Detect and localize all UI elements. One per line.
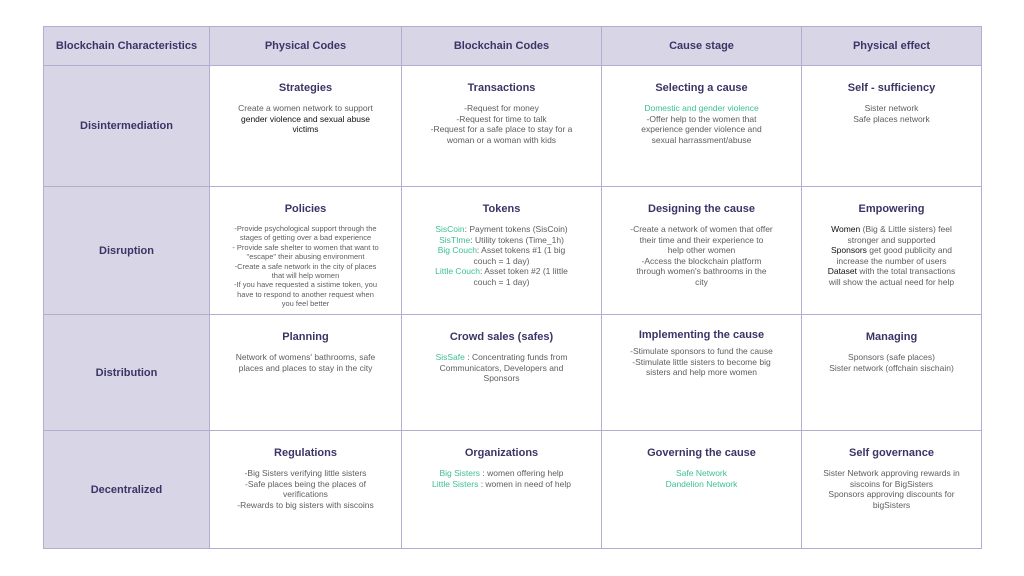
cell-title: Designing the cause [648, 203, 755, 215]
cell-line [410, 468, 593, 479]
cell-text: get good publicity and [866, 245, 952, 255]
cell-line [218, 114, 393, 125]
cell-text: experience gender violence and [641, 124, 762, 134]
cell-line [810, 468, 973, 479]
cell-text: stages of getting over a bad experience [239, 233, 372, 243]
cell-line [810, 363, 973, 374]
cell-line [218, 224, 393, 233]
effect-cell [802, 66, 982, 187]
cell-text: Sister network (offchain sischain) [829, 362, 954, 373]
cell-title: Crowd sales (safes) [449, 331, 554, 343]
cell-line [810, 352, 973, 363]
cell-line [218, 243, 393, 252]
cell-line [218, 103, 393, 114]
cell-line [810, 500, 973, 511]
cell-text: that will help women [271, 271, 340, 281]
cell-line [810, 224, 973, 235]
cell-text: Communicators, Developers and [439, 362, 564, 373]
cell-line [410, 224, 593, 235]
cell-text: -Create a network of women that offer [630, 224, 773, 234]
cell-line [810, 256, 973, 267]
cell-text: -If you have requested a sistime token, you [234, 280, 377, 290]
cell-text: have to respond to another request when [237, 289, 374, 299]
highlight-term: Little Sisters [432, 478, 479, 489]
cell-title: Selecting a cause [655, 82, 748, 94]
cell-line [610, 114, 793, 125]
cell-line [610, 266, 793, 277]
cell-line [610, 277, 793, 288]
cell-line [410, 479, 593, 490]
cell-text: : Asset tokens #1 (1 big [476, 245, 566, 255]
cell-text: their time and their experience to [639, 234, 764, 245]
cell-line [218, 290, 393, 299]
cell-title: Planning [282, 331, 329, 343]
cell-line [218, 233, 393, 242]
highlight-term: SisCoin [435, 224, 465, 234]
cell-text: -Stimulate sponsors to fund the cause [630, 346, 773, 356]
cell-line [810, 114, 973, 125]
cell-title: Managing [865, 331, 918, 343]
cell-line [610, 245, 793, 256]
cell-text: couch = 1 day) [473, 255, 530, 266]
effect-cell [802, 431, 982, 549]
cell-text: places and places to stay in the city [238, 362, 373, 373]
cell-text: -Request for a safe place to stay for a [430, 124, 573, 134]
cell-text: Network of womens' bathrooms, safe [235, 352, 376, 362]
cell-text: (Big & Little sisters) feel [860, 224, 952, 234]
cell-title: Implementing the cause [638, 329, 765, 341]
blockchain-cell [402, 187, 602, 315]
cell-title: Self - sufficiency [847, 82, 936, 94]
cell-line [218, 468, 393, 479]
highlight-term: Big Couch [437, 245, 477, 255]
cell-line [610, 224, 793, 235]
physical-cell [210, 315, 402, 431]
header-blockchain-codes: Blockchain Codes [402, 27, 602, 66]
cell-text: -Request for time to talk [456, 113, 547, 124]
cell-text: : Utility tokens (Time_1h) [470, 234, 564, 245]
cell-text: woman or a woman with kids [446, 134, 557, 145]
cell-line [410, 103, 593, 114]
cell-text: -Safe places being the places of [245, 478, 366, 489]
cell-title: Policies [284, 203, 327, 215]
cell-text: with the total transactions [857, 266, 956, 276]
row-disintermediation [44, 66, 982, 187]
cell-line [610, 357, 793, 368]
cell-text: - Provide safe shelter to women that want to [232, 242, 379, 252]
cell-line [410, 352, 593, 363]
header-characteristics: Blockchain Characteristics [44, 27, 210, 66]
cell-line [218, 352, 393, 363]
header-physical-effect: Physical effect [802, 27, 982, 66]
cell-text: -Access the blockchain platform [641, 255, 762, 266]
row-label: Disintermediation [44, 66, 210, 187]
cell-line [610, 256, 793, 267]
effect-cell [802, 187, 982, 315]
cell-line [218, 500, 393, 511]
header-row [44, 27, 982, 66]
highlight-term: SisSafe [435, 352, 465, 362]
highlight-term: Little Couch [435, 266, 480, 276]
cause-cell [602, 431, 802, 549]
cell-line [218, 280, 393, 289]
blockchain-cell [402, 315, 602, 431]
cause-cell [602, 315, 802, 431]
cell-line [410, 256, 593, 267]
cell-text: -Stimulate little sisters to become big [632, 356, 771, 367]
cell-text: "escape" their abusing environment [246, 252, 365, 262]
row-distribution [44, 315, 982, 431]
cell-line [610, 346, 793, 357]
cell-text: Sponsors approving discounts for [828, 489, 955, 499]
cell-text: sisters and help more women [645, 367, 758, 377]
header-physical-codes: Physical Codes [210, 27, 402, 66]
cell-line [810, 277, 973, 288]
cell-line [810, 489, 973, 500]
effect-cell [802, 315, 982, 431]
cell-title: Strategies [278, 82, 333, 94]
blockchain-cell [402, 431, 602, 549]
cell-text: : Payment tokens (SisCoin) [464, 224, 568, 234]
cause-cell [602, 187, 802, 315]
row-disruption [44, 187, 982, 315]
cell-line [810, 479, 973, 490]
cell-text: couch = 1 day) [473, 276, 530, 287]
cell-text: -Provide psychological support through the [234, 224, 377, 233]
cell-line [218, 489, 393, 500]
cell-line [610, 103, 793, 114]
physical-cell [210, 187, 402, 315]
cell-text: Safe places network [853, 113, 930, 124]
cell-line [610, 468, 793, 479]
cell-line [610, 135, 793, 146]
cell-text: you feel better [281, 299, 330, 309]
cell-line [410, 235, 593, 246]
header-cause-stage: Cause stage [602, 27, 802, 66]
cell-line [810, 103, 973, 114]
cell-title: Regulations [274, 447, 337, 459]
cell-text: city [695, 276, 708, 287]
highlight-term: Big Sisters [439, 468, 481, 478]
cell-line [410, 363, 593, 374]
cell-text: -Rewards to big sisters with siscoins [237, 499, 374, 510]
cell-line [810, 235, 973, 246]
cell-text: through women's bathrooms in the [636, 266, 767, 276]
cell-text: Sponsors (safe places) [848, 352, 935, 362]
cell-line [610, 479, 793, 490]
cell-text: -Offer help to the women that [646, 113, 757, 124]
emphasis-term: Sponsors [831, 245, 867, 255]
cell-line [218, 271, 393, 280]
cause-cell [602, 66, 802, 187]
cell-line [218, 363, 393, 374]
cell-title: Empowering [858, 203, 925, 215]
blockchain-cell [402, 66, 602, 187]
cell-title: Governing the cause [647, 447, 756, 459]
cell-text: Sister network [864, 103, 919, 113]
cell-text: help other women [667, 245, 736, 255]
emphasis-term: Women [831, 224, 861, 234]
emphasis-term: gender violence and sexual abuse [240, 113, 370, 124]
cell-text: increase the number of users [836, 255, 947, 266]
cell-text: bigSisters [872, 499, 911, 510]
cell-title: Organizations [464, 447, 539, 459]
cell-line [410, 124, 593, 135]
cell-line [410, 373, 593, 384]
cell-title: Self governance [849, 447, 934, 459]
cell-text: stronger and supported [847, 234, 936, 245]
cell-line [410, 114, 593, 125]
cell-line [810, 245, 973, 256]
cell-text: : women offering help [480, 468, 564, 478]
cell-line [218, 299, 393, 308]
cell-title: Transactions [467, 82, 536, 94]
cell-text: Create a women network to support [238, 103, 373, 113]
cell-line [410, 277, 593, 288]
row-label: Disruption [44, 187, 210, 315]
row-label: Decentralized [44, 431, 210, 549]
cell-line [410, 245, 593, 256]
emphasis-term: Dataset [827, 266, 857, 276]
cell-text: : women in need of help [478, 478, 571, 489]
cell-text: -Request for money [464, 103, 539, 113]
cell-line [610, 124, 793, 135]
cell-line [218, 262, 393, 271]
cell-text: -Big Sisters verifying little sisters [244, 468, 367, 478]
highlight-term: SisTIme [439, 234, 471, 245]
cell-line [218, 252, 393, 261]
cell-title: Tokens [482, 203, 521, 215]
physical-cell [210, 66, 402, 187]
emphasis-term: victims [292, 124, 319, 134]
cell-line [218, 479, 393, 490]
cell-line [810, 266, 973, 277]
cell-text: will show the actual need for help [828, 276, 955, 287]
cell-line [410, 266, 593, 277]
cell-line [610, 367, 793, 378]
row-decentralized [44, 431, 982, 549]
cell-text: siscoins for BigSisters [849, 478, 934, 489]
row-label: Distribution [44, 315, 210, 431]
cell-line [610, 235, 793, 246]
cell-text: sexual harrassment/abuse [651, 134, 752, 145]
cell-text: Sponsors [483, 373, 520, 383]
cell-text: Sister Network approving rewards in [823, 468, 960, 478]
highlight-term: Safe Network [675, 468, 728, 478]
cell-line [410, 135, 593, 146]
cell-text: -Create a safe network in the city of places [234, 261, 377, 271]
physical-cell [210, 431, 402, 549]
cell-line [218, 124, 393, 135]
highlight-term: Domestic and gender violence [644, 103, 759, 113]
blockchain-codes-table [43, 26, 982, 549]
cell-text: verifications [283, 489, 328, 499]
cell-text: : Concentrating funds from [464, 352, 568, 362]
highlight-term: Dandelion Network [665, 478, 738, 489]
cell-text: : Asset token #2 (1 little [480, 266, 568, 276]
